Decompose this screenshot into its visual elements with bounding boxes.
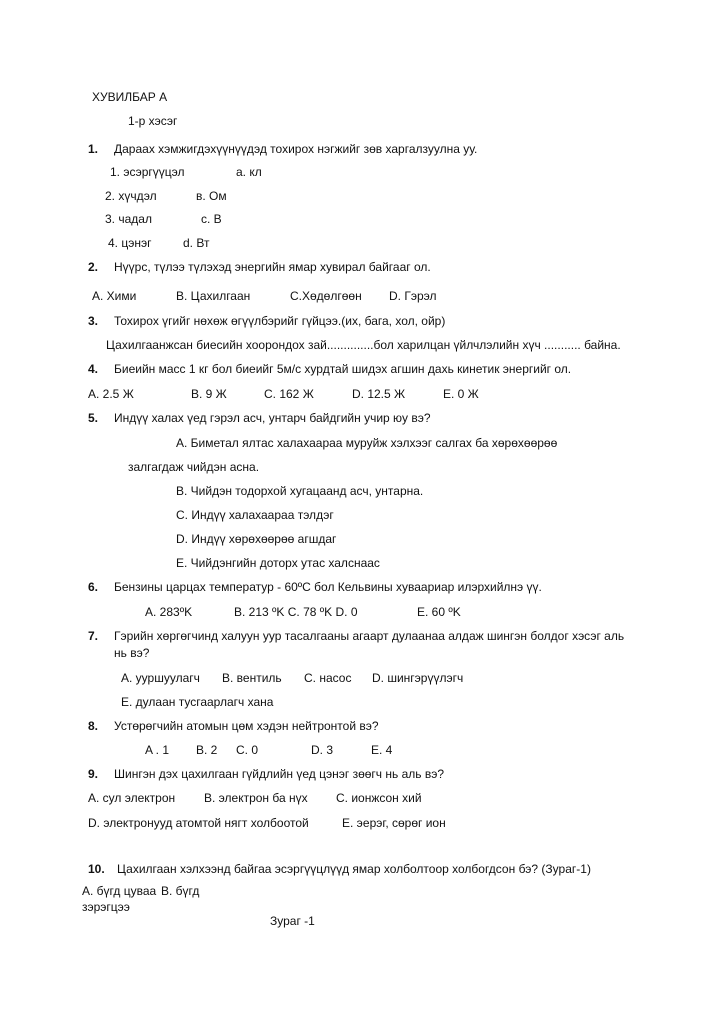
option-e: E. Чийдэнгийн доторх утас халснаас [176, 556, 380, 570]
question-text: Устөрөгчийн атомын цөм хэдэн нейтронтой вэ? [114, 719, 379, 733]
question-number: 9. [88, 767, 99, 781]
figure-caption: Зураг -1 [270, 914, 315, 928]
option-e: E. 4 [371, 743, 393, 757]
match-left-3: 3. чадал [105, 212, 152, 226]
option-d: D. Индүү хөрөхөөрөө агшдаг [176, 532, 337, 546]
option-c: C. 0 [236, 743, 259, 757]
match-right-3: c. В [201, 212, 222, 226]
option-e: E. 60 ºK [417, 605, 461, 619]
question-fill-line: Цахилгаанжсан биесийн хоорондох зай..............бол харилцан үйлчлэлийн хүч ........... байна. [106, 338, 621, 352]
option-d: D. шингэрүүлэгч [372, 671, 464, 685]
question-text-continued: нь вэ? [114, 646, 150, 660]
option-a: A. Биметал ялтас халахаараа муруйж хэлхээг салгах ба хөрөхөөрөө [176, 436, 558, 450]
question-number: 4. [88, 362, 99, 376]
option-d: D. электронууд атомтой нягт холбоотой [88, 816, 309, 830]
match-left-2: 2. хүчдэл [105, 189, 157, 203]
option-d: D. 12.5 Ж [352, 387, 406, 401]
question-text: Цахилгаан хэлхээнд байгаа эсэргүүцлүүд ямар холболтоор холбогдсон бэ? (Зураг-1) [117, 862, 591, 876]
question-text: Биеийн масс 1 кг бол биеийг 5м/с хурдтай шидэх агшин дахь кинетик энергийг ол. [114, 362, 572, 376]
question-number: 10. [88, 862, 105, 876]
part-label: 1-р хэсэг [128, 114, 178, 128]
question-number: 6. [88, 580, 99, 594]
option-d: D. 3 [311, 743, 334, 757]
question-text: Дараах хэмжигдэхүүнүүдэд тохирох нэгжийг зөв харгалзуулна уу. [114, 142, 478, 156]
option-a: A. 2.5 Ж [88, 387, 134, 401]
question-text: Нүүрс, түлээ түлэхэд энергийн ямар хувирал байгааг ол. [114, 260, 431, 274]
option-d: D. Гэрэл [389, 289, 437, 303]
question-number: 3. [88, 314, 99, 328]
match-left-4: 4. цэнэг [108, 236, 152, 250]
option-b: B. 2 [196, 743, 218, 757]
question-text: Бензины царцах температур - 60ºC бол Кельвины хуваариар илэрхийлнэ үү. [114, 580, 542, 594]
question-number: 5. [88, 411, 99, 425]
option-a: A. ууршуулагч [121, 671, 200, 685]
match-right-4: d. Вт [183, 236, 210, 250]
match-right-2: в. Ом [196, 189, 227, 203]
option-b-c-d: B. 213 ºK C. 78 ºK D. 0 [234, 605, 358, 619]
question-text: Тохирох үгийг нөхөж өгүүлбэрийг гүйцээ.(их, бага, хол, ойр) [114, 314, 446, 328]
question-number: 8. [88, 719, 99, 733]
option-b: B. 9 Ж [191, 387, 227, 401]
option-b: B. вентиль [222, 671, 282, 685]
question-text: Гэрийн хөргөгчинд халуун уур тасалгааны агаарт дулаанаа алдаж шингэн болдог хэсэг аль [114, 629, 625, 643]
option-a: A . 1 [145, 743, 170, 757]
option-e: E. эерэг, сөрөг ион [342, 816, 446, 830]
option-e: E. 0 Ж [443, 387, 479, 401]
question-number: 1. [88, 142, 99, 156]
variant-title: ХУВИЛБАР А [92, 90, 168, 104]
option-c: C. ионжсон хий [336, 791, 422, 805]
question-number: 2. [88, 260, 99, 274]
question-text: Индүү халах үед гэрэл асч, унтарч байдгийн учир юу вэ? [114, 411, 431, 425]
option-a: A. 283ºK [145, 605, 193, 619]
option-b: B. Цахилгаан [176, 289, 251, 303]
option-b: B. бүгд [161, 884, 200, 898]
option-c: C. насос [304, 671, 352, 685]
option-c: C. 162 Ж [264, 387, 314, 401]
option-a: A. сул электрон [88, 791, 176, 805]
option-b: B. электрон ба нүх [204, 791, 308, 805]
question-text: Шингэн дэх цахилгаан гүйдлийн үед цэнэг зөөгч нь аль вэ? [114, 767, 445, 781]
option-c: C.Хөдөлгөөн [290, 289, 362, 303]
option-a: A. Хими [92, 289, 137, 303]
match-right-1: a. кл [236, 165, 262, 179]
option-a-continued: залгагдаж чийдэн асна. [128, 460, 260, 474]
option-e: E. дулаан тусгаарлагч хана [121, 695, 274, 709]
question-number: 7. [88, 629, 99, 643]
match-left-1: 1. эсэргүүцэл [110, 165, 185, 179]
option-c: C. Индүү халахаараа тэлдэг [176, 508, 334, 522]
option-a: A. бүгд цуваа [82, 884, 157, 898]
option-b-continued: зэрэгцээ [82, 900, 130, 914]
option-b: B. Чийдэн тодорхой хугацаанд асч, унтарна. [176, 484, 424, 498]
